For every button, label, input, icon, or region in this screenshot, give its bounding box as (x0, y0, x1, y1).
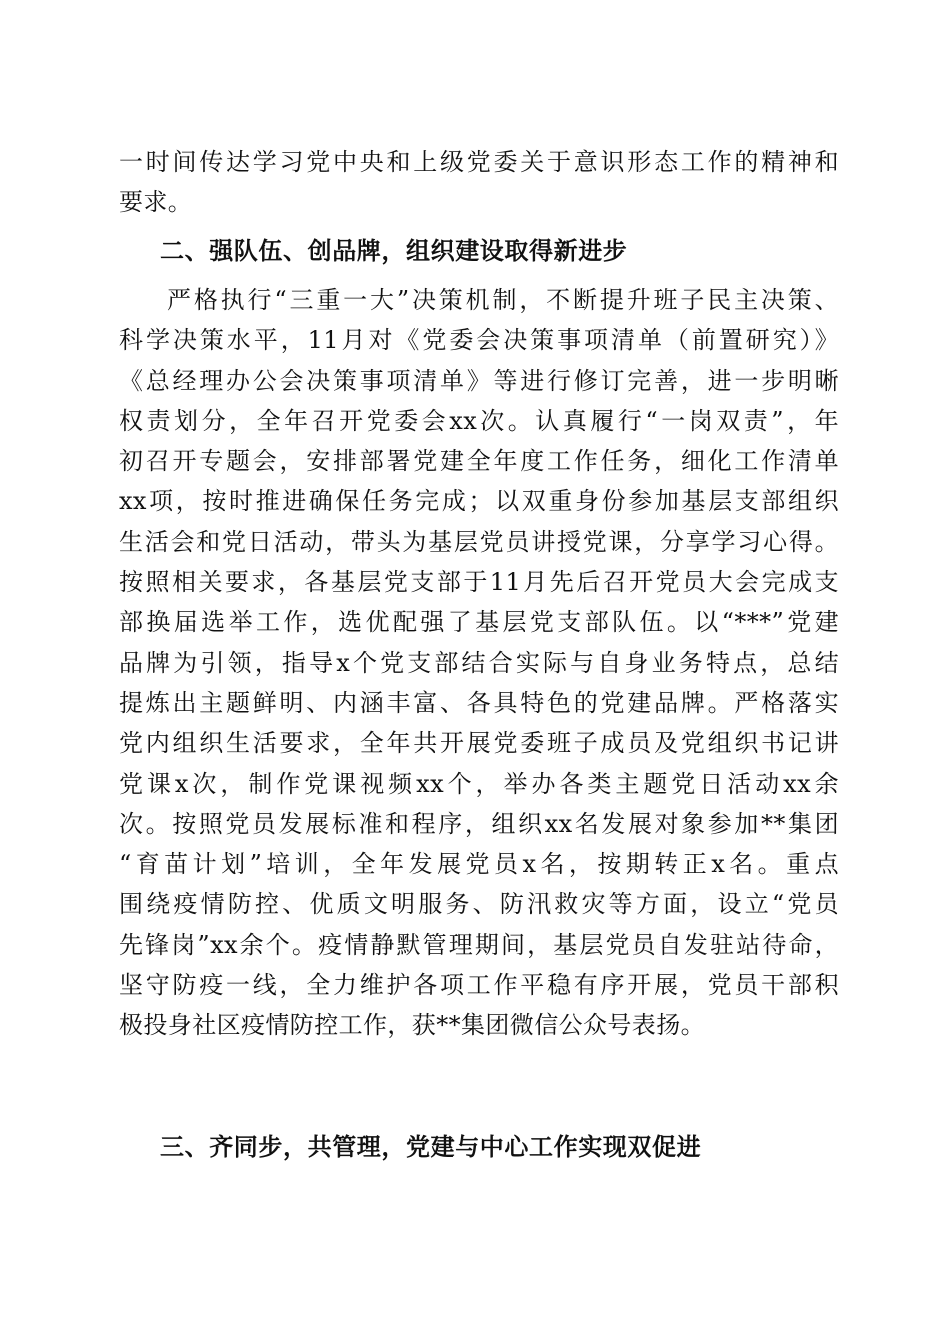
paragraph-line: 品牌为引领，指导x个党支部结合实际与自身业务特点，总结 (119, 648, 839, 677)
paragraph-line: 党课x次，制作党课视频xx个，举办各类主题党日活动xx余 (119, 769, 839, 798)
paragraph-line: 党内组织生活要求，全年共开展党委班子成员及党组织书记讲 (119, 729, 839, 758)
paragraph-line: 要求。 (119, 188, 193, 217)
paragraph-line: 《总经理办公会决策事项清单》等进行修订完善，进一步明晰 (119, 366, 839, 395)
paragraph-line: xx项，按时推进确保任务完成；以双重身份参加基层支部组织 (119, 487, 839, 516)
paragraph-line: 坚守防疫一线，全力维护各项工作平稳有序开展，党员干部积 (119, 971, 839, 1000)
paragraph-line: 围绕疫情防控、优质文明服务、防汛救灾等方面，设立“党员 (119, 890, 839, 919)
paragraph-line: 次。按照党员发展标准和程序，组织xx名发展对象参加**集团 (119, 809, 839, 838)
paragraph-line: 权责划分，全年召开党委会xx次。认真履行“一岗双责”，年 (119, 406, 839, 435)
paragraph-line: 生活会和党日活动，带头为基层党员讲授党课，分享学习心得。 (119, 527, 839, 556)
paragraph-line: 严格执行“三重一大”决策机制，不断提升班子民主决策、 (167, 286, 839, 314)
section-heading-3: 三、齐同步，共管理，党建与中心工作实现双促进 (160, 1133, 702, 1161)
paragraph-line: 提炼出主题鲜明、内涵丰富、各具特色的党建品牌。严格落实 (119, 688, 839, 717)
intro-paragraph (119, 142, 839, 223)
paragraph-line: 按照相关要求，各基层党支部于11月先后召开党员大会完成支 (119, 568, 839, 597)
paragraph-line: 初召开专题会，安排部署党建全年度工作任务，细化工作清单 (119, 447, 839, 476)
section-2-paragraph (119, 280, 839, 1046)
paragraph-line: 部换届选举工作，选优配强了基层党支部队伍。以“***”党建 (119, 608, 839, 637)
paragraph-line: 一时间传达学习党中央和上级党委关于意识形态工作的精神和 (119, 148, 839, 176)
paragraph-line: 科学决策水平，11月对《党委会决策事项清单（前置研究）》 (119, 326, 839, 355)
paragraph-line: 极投身社区疫情防控工作，获**集团微信公众号表扬。 (119, 1011, 705, 1040)
paragraph-line: 先锋岗”xx余个。疫情静默管理期间，基层党员自发驻站待命， (119, 930, 839, 959)
section-heading-2: 二、强队伍、创品牌，组织建设取得新进步 (160, 237, 628, 265)
paragraph-line: “育苗计划”培训，全年发展党员x名，按期转正x名。重点 (119, 850, 839, 879)
